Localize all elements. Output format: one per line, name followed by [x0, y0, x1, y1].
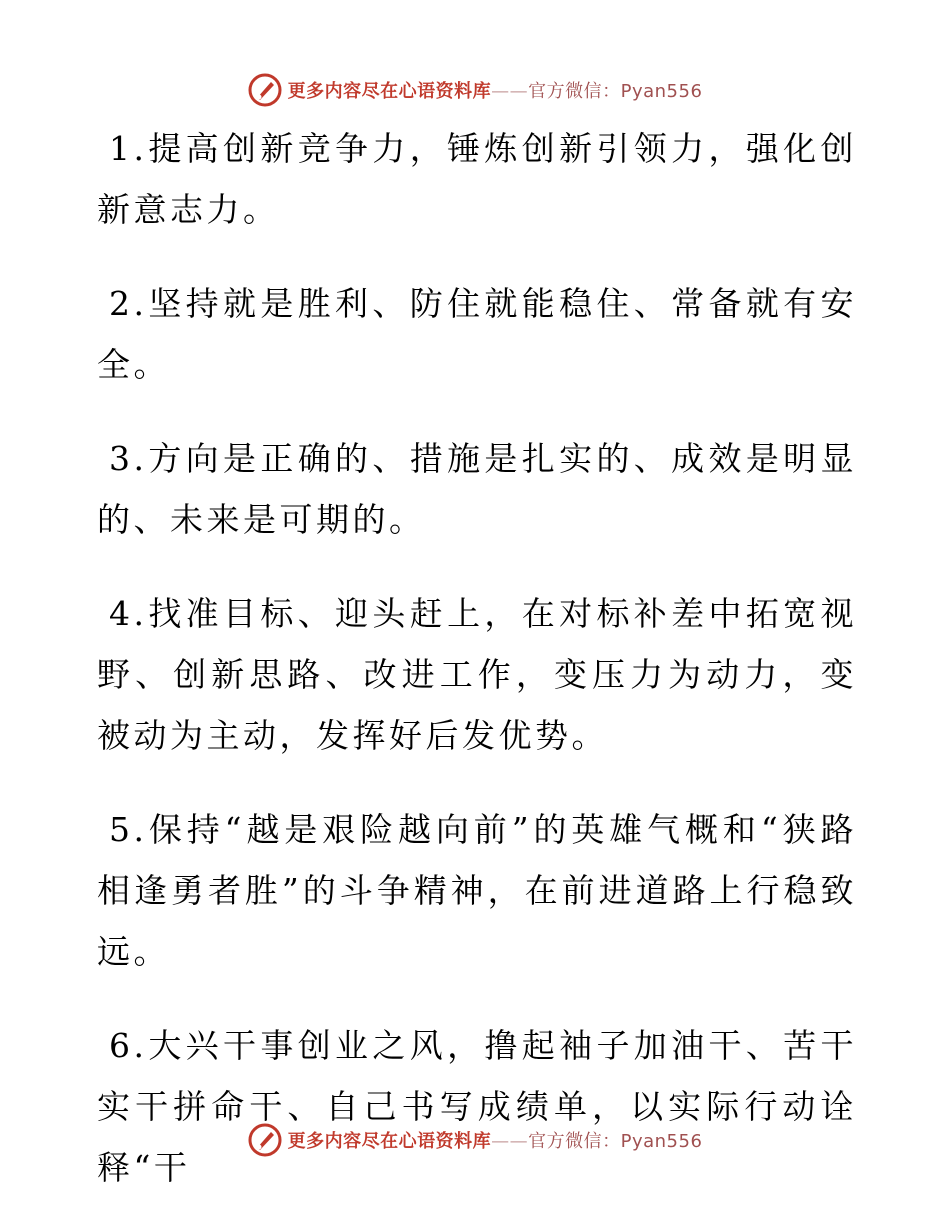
banner-text	[288, 77, 703, 103]
item-text: 找准目标、迎头赶上，在对标补差中拓宽视野、创新思路、改进工作，变压力为动力，变被动为主动，发挥好后发优势。	[97, 594, 857, 755]
header-banner	[0, 70, 950, 110]
list-item	[97, 273, 857, 395]
item-number: 1.	[109, 129, 148, 168]
list-item	[97, 799, 857, 982]
quill-pen-logo-icon	[248, 1123, 282, 1157]
item-number: 5.	[109, 810, 148, 849]
list-item	[97, 1015, 857, 1198]
list-item	[97, 428, 857, 550]
document-body	[97, 118, 857, 1208]
item-number: 2.	[109, 284, 148, 323]
banner-contact: 官方微信：Pyan556	[528, 81, 703, 102]
banner-separator: ——	[491, 81, 529, 102]
banner-text	[288, 1127, 703, 1153]
quill-pen-logo-icon	[248, 73, 282, 107]
item-text: 方向是正确的、措施是扎实的、成效是明显的、未来是可期的。	[97, 439, 857, 539]
item-text: 大兴干事创业之风，撸起袖子加油干、苦干实干拼命干、自己书写成绩单，以实际行动诠释“干	[97, 1026, 857, 1187]
banner-separator: ——	[491, 1131, 529, 1152]
item-text: 提高创新竞争力，锤炼创新引领力，强化创新意志力。	[97, 129, 857, 229]
item-number: 4.	[109, 594, 148, 633]
banner-brand: 更多内容尽在心语资料库	[287, 1131, 492, 1152]
item-text: 坚持就是胜利、防住就能稳住、常备就有安全。	[97, 284, 857, 384]
banner-contact: 官方微信：Pyan556	[528, 1131, 703, 1152]
list-item	[97, 118, 857, 240]
item-text: 保持“越是艰险越向前”的英雄气概和“狭路相逢勇者胜”的斗争精神，在前进道路上行稳致远。	[97, 810, 857, 971]
banner-brand: 更多内容尽在心语资料库	[287, 81, 492, 102]
list-item	[97, 583, 857, 766]
item-number: 6.	[109, 1026, 148, 1065]
item-number: 3.	[109, 439, 148, 478]
footer-banner	[0, 1120, 950, 1160]
